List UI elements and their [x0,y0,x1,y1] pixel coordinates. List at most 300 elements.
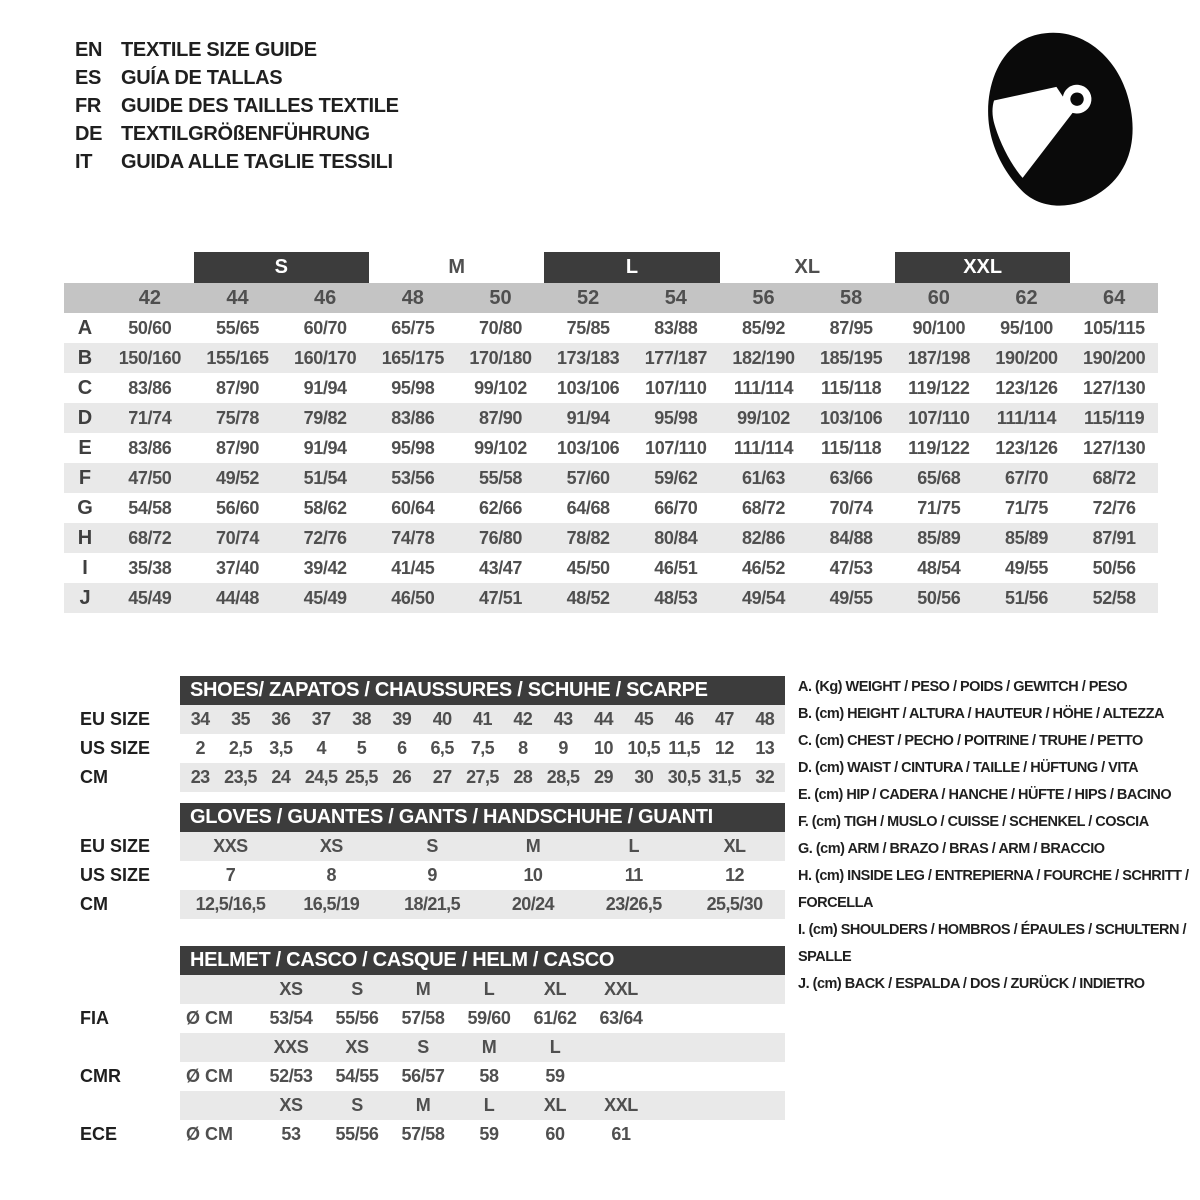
row-label [80,975,180,1004]
row-label: FIA [80,1008,109,1028]
table-row [80,1004,785,1033]
language-list [75,36,399,176]
table-cell: 107/110 [908,407,970,428]
row-label: EU SIZE [80,709,151,729]
column-header: 46 [314,286,337,309]
column-header: 60 [927,286,950,309]
table-cell: 75/85 [566,317,610,338]
table-cell: 37 [311,709,331,729]
table-cell: 71/75 [1004,497,1049,518]
table-cell: 53/56 [391,467,435,488]
row-label: US SIZE [80,865,151,885]
table-cell: 23 [190,767,210,787]
table-cell: 61/63 [741,467,786,488]
table-cell: 48/53 [654,587,698,608]
table-cell: 50/60 [128,317,172,338]
table-cell: L [628,836,639,856]
row-data [180,861,785,890]
table-cell: XL [543,979,567,999]
language-row [75,64,399,92]
table-cell: 25,5 [345,767,378,787]
table-cell: 65/68 [917,467,961,488]
row-label: E [78,436,92,459]
row-label: J [79,586,91,609]
shoes-table [80,676,785,792]
table-cell: 25,5/30 [706,894,763,914]
table-cell: 78/82 [566,527,610,548]
table-cell: 35/38 [128,557,172,578]
table-cell: 61/62 [533,1008,577,1028]
table-cell: 50/56 [917,587,961,608]
table-row [64,463,1158,493]
language-title: TEXTILE SIZE GUIDE [121,38,317,61]
table-cell: 27,5 [466,767,499,787]
row-label: CM [80,894,108,914]
row-label: H [77,526,93,549]
table-cell: 59/60 [467,1008,511,1028]
language-row [75,92,399,120]
table-cell: 66/70 [654,497,698,518]
row-label: F [78,466,92,489]
table-cell: 30 [634,767,654,787]
table-cell: 3,5 [269,738,293,758]
table-cell: 45/49 [303,587,347,608]
table-cell: 46/51 [654,557,698,578]
table-cell: L [483,979,495,999]
size-band-l: L [544,252,719,283]
table-cell: 190/200 [1083,347,1146,368]
legend-entry: G. (cm) ARM / BRAZO / BRAS / ARM / BRACCIO [798,841,1105,857]
table-cell: 5 [356,738,367,758]
table-cell: S [351,1095,363,1115]
table-cell: 58/62 [303,497,347,518]
table-cell: 46/50 [391,587,435,608]
table-cell: 11 [624,865,643,885]
language-code: DE [75,122,103,145]
table-cell: 24 [271,767,291,787]
table-cell: 60 [545,1124,565,1144]
column-header: 58 [840,286,863,309]
table-cell: 95/98 [391,437,435,458]
table-cell: 83/86 [128,377,172,398]
table-cell: XXS [213,836,248,856]
table-cell: 70/74 [215,527,260,548]
unit-label [180,975,258,1004]
table-row [80,890,785,919]
table-cell: 187/198 [907,347,970,368]
column-header: 48 [401,286,424,309]
table-cell: 173/183 [557,347,620,368]
table-cell: 53 [281,1124,301,1144]
table-cell: 52/58 [1092,587,1136,608]
table-cell: 56/57 [401,1066,445,1086]
table-cell: 46 [674,709,694,729]
language-code: IT [75,150,93,173]
table-cell: XXS [273,1037,309,1057]
language-code: FR [75,94,102,117]
table-cell: XS [279,979,303,999]
table-cell: 41 [473,709,492,729]
table-cell: 26 [392,767,412,787]
row-label: CM [80,767,108,787]
helmet-table-title: HELMET / CASCO / CASQUE / HELM / CASCO [180,946,785,975]
table-cell: 47 [715,709,734,729]
table-cell: XXL [604,1095,638,1115]
table-cell: 11,5 [668,738,700,758]
table-cell: 105/115 [1083,317,1145,338]
table-cell: 12 [725,865,744,885]
table-cell: 103/106 [557,377,620,398]
table-cell: 91/94 [303,437,347,458]
row-data [180,1062,785,1091]
table-cell: 6,5 [430,738,454,758]
row-data [180,832,785,861]
table-cell: 54/58 [128,497,172,518]
table-cell: 35 [231,709,250,729]
table-cell: 71/74 [128,407,172,428]
table-cell: 190/200 [995,347,1058,368]
table-cell: 99/102 [474,437,527,458]
column-header: 62 [1015,286,1038,309]
row-label: G [77,496,93,519]
table-cell: 24,5 [304,767,338,787]
table-cell: 57/60 [566,467,610,488]
table-cell: 72/76 [303,527,347,548]
table-cell: 95/100 [1000,317,1053,338]
row-data [180,890,785,919]
table-cell: M [415,979,431,999]
table-cell: 10 [523,865,543,885]
table-cell: L [483,1095,495,1115]
row-label [80,1033,180,1062]
table-cell: 49/52 [215,467,260,488]
table-cell: 65/75 [391,317,435,338]
table-cell: 72/76 [1092,497,1136,518]
size-band-s: S [194,252,369,283]
table-cell: 64/68 [566,497,610,518]
table-cell: 62/66 [478,497,523,518]
table-cell: 39 [392,709,412,729]
table-cell: 10 [594,738,613,758]
table-cell: XL [543,1095,567,1115]
table-cell: 63/64 [599,1008,643,1028]
table-cell: 45/50 [566,557,610,578]
table-cell: XS [345,1037,369,1057]
table-cell: 87/95 [829,317,873,338]
table-cell: 59 [545,1066,565,1086]
unit-label: Ø CM [186,1066,233,1086]
size-band-xl: XL [794,256,821,278]
table-cell: 99/102 [737,407,790,428]
row-data [180,975,785,1004]
table-row [64,403,1158,433]
table-cell: 95/98 [654,407,698,428]
table-cell: XL [723,836,746,856]
table-cell: 36 [271,709,291,729]
row-label: US SIZE [80,738,151,758]
shoes-table-title: SHOES/ ZAPATOS / CHAUSSURES / SCHUHE / SCARPE [180,676,785,705]
table-cell: 23,5 [224,767,257,787]
row-data [180,1004,785,1033]
table-cell: 55/56 [335,1008,379,1028]
row-label: C [77,376,93,399]
table-cell: XS [319,836,343,856]
table-cell: 47/51 [478,587,523,608]
table-row [64,433,1158,463]
table-cell: 7 [225,865,236,885]
table-cell: 8 [518,738,528,758]
helmet-table [80,946,785,1149]
legend-entry: H. (cm) INSIDE LEG / ENTREPIERNA / FOURCHE / SCHRITT / FORCELLA [798,868,1189,911]
table-row [64,523,1158,553]
table-cell: 115/119 [1084,407,1145,428]
table-cell: 95/98 [391,377,435,398]
table-cell: 32 [755,767,775,787]
table-cell: 55/56 [335,1124,379,1144]
row-data [180,1120,785,1149]
row-label: ECE [80,1124,118,1144]
table-cell: 68/72 [1092,467,1136,488]
table-cell: 57/58 [401,1008,445,1028]
table-cell: 4 [316,738,326,758]
table-cell: 91/94 [303,377,347,398]
table-cell: S [426,836,438,856]
table-cell: 30,5 [667,767,701,787]
table-cell: 160/170 [294,347,357,368]
table-cell: 60/70 [303,317,347,338]
table-cell: S [417,1037,429,1057]
table-cell: 84/88 [829,527,873,548]
table-cell: 54/55 [335,1066,379,1086]
unit-label [180,1033,258,1062]
row-label: CMR [80,1066,121,1086]
column-header: 42 [138,286,161,309]
table-cell: 119/122 [908,437,970,458]
table-cell: 83/86 [128,437,172,458]
table-cell: 99/102 [474,377,527,398]
table-cell: 49/55 [1004,557,1049,578]
table-cell: 123/126 [995,377,1058,398]
table-cell: 12,5/16,5 [195,894,266,914]
table-cell: 28,5 [546,767,580,787]
table-cell: 20/24 [511,894,554,914]
table-cell: 111/114 [733,377,794,398]
language-title: GUÍA DE TALLAS [121,66,283,89]
row-label: I [82,556,88,579]
table-row [64,313,1158,343]
table-cell: 29 [594,767,613,787]
full-face-helmet-icon [968,26,1148,211]
legend-entry: E. (cm) HIP / CADERA / HANCHE / HÜFTE / HIPS / BACINO [798,787,1172,803]
table-cell: 38 [352,709,371,729]
table-cell: 44/48 [215,587,260,608]
table-cell: 115/118 [821,437,882,458]
table-cell: 18/21,5 [404,894,460,914]
table-row [64,343,1158,373]
table-cell: 83/86 [391,407,435,428]
table-cell: 48/52 [566,587,610,608]
column-header: 52 [577,286,600,309]
table-cell: 12 [715,738,734,758]
language-code: ES [75,66,102,89]
table-cell: 177/187 [644,347,707,368]
table-cell: 37/40 [215,557,260,578]
gloves-table-title: GLOVES / GUANTES / GANTS / HANDSCHUHE / GUANTI [180,803,785,832]
row-label: EU SIZE [80,836,151,856]
table-cell: 61 [611,1124,631,1144]
table-cell: 8 [326,865,336,885]
table-cell: 60/64 [391,497,435,518]
table-cell: M [525,836,541,856]
measurement-legend [798,674,1198,998]
table-cell: 80/84 [654,527,698,548]
table-cell: 13 [755,738,775,758]
gloves-table-body [80,832,785,919]
table-cell: 51/56 [1004,587,1049,608]
legend-entry: A. (Kg) WEIGHT / PESO / POIDS / GEWITCH / PESO [798,679,1128,695]
table-cell: 58 [479,1066,499,1086]
column-header: 44 [226,286,249,309]
column-header: 54 [664,286,687,309]
table-cell: 119/122 [908,377,970,398]
column-header: 50 [489,286,512,309]
table-cell: 70/80 [478,317,523,338]
table-cell: 83/88 [654,317,698,338]
table-cell: 85/92 [741,317,786,338]
table-cell: 127/130 [1083,437,1146,458]
size-band-m: M [448,256,465,278]
table-cell: 71/75 [917,497,961,518]
table-cell: 2 [195,738,205,758]
table-cell: 70/74 [829,497,873,518]
table-cell: 68/72 [741,497,786,518]
table-cell: 123/126 [995,437,1058,458]
table-cell: 55/58 [478,467,523,488]
row-data [180,1033,785,1062]
table-cell: 55/65 [215,317,260,338]
column-header: 64 [1103,286,1126,309]
table-cell: 111/114 [733,437,794,458]
table-cell: 87/90 [478,407,523,428]
table-cell: L [549,1037,561,1057]
table-row [80,1091,785,1120]
table-cell: 103/106 [557,437,620,458]
table-cell: 150/160 [118,347,181,368]
row-label: B [77,346,93,369]
legend-entry: J. (cm) BACK / ESPALDA / DOS / ZURÜCK / INDIETRO [798,976,1145,992]
table-cell: S [351,979,363,999]
table-cell: 9 [427,865,437,885]
table-cell: 46/52 [741,557,786,578]
table-cell: 39/42 [303,557,347,578]
legend-entry: F. (cm) TIGH / MUSLO / CUISSE / SCHENKEL / COSCIA [798,814,1149,830]
table-cell: 44 [594,709,613,729]
table-cell: 74/78 [391,527,435,548]
row-label: A [77,316,93,339]
table-cell: 63/66 [829,467,873,488]
language-title: GUIDE DES TAILLES TEXTILE [121,94,399,117]
gloves-table [80,803,785,919]
table-cell: 43 [553,709,573,729]
table-cell: 50/56 [1092,557,1136,578]
language-row [75,148,399,176]
table-cell: M [481,1037,497,1057]
table-cell: XXL [604,979,638,999]
table-cell: 10,5 [627,738,661,758]
table-cell: 23/26,5 [605,894,662,914]
table-cell: 111/114 [996,407,1057,428]
row-data [180,1091,785,1120]
numeric-size-row [64,283,1158,313]
table-cell: 82/86 [741,527,786,548]
table-cell: 59 [479,1124,499,1144]
table-cell: 42 [513,709,533,729]
corner-cell [64,283,106,313]
shoes-table-body [80,705,785,792]
table-row [64,373,1158,403]
language-title: GUIDA ALLE TAGLIE TESSILI [121,150,393,173]
table-cell: 52/53 [269,1066,313,1086]
table-cell: 170/180 [469,347,532,368]
row-data [180,734,785,763]
table-cell: 56/60 [215,497,260,518]
table-row [80,861,785,890]
table-row [80,975,785,1004]
table-cell: 48 [755,709,775,729]
table-cell: 49/54 [741,587,786,608]
table-cell: 40 [432,709,452,729]
table-cell: 51/54 [303,467,347,488]
textile-table-body [64,313,1158,613]
table-cell: 43/47 [478,557,523,578]
table-cell: 27 [432,767,452,787]
table-cell: 45/49 [128,587,172,608]
table-cell: XS [279,1095,303,1115]
size-band-row [64,252,1158,283]
column-header: 56 [752,286,775,309]
table-cell: 87/90 [215,377,260,398]
unit-label: Ø CM [186,1124,233,1144]
table-cell: 155/165 [206,347,269,368]
row-label: D [77,406,93,429]
table-cell: 165/175 [381,347,444,368]
table-cell: 182/190 [732,347,795,368]
table-row [80,734,785,763]
row-data [180,763,785,792]
legend-entry: D. (cm) WAIST / CINTURA / TAILLE / HÜFTUNG / VITA [798,760,1139,776]
table-row [80,705,785,734]
table-row [64,583,1158,613]
table-cell: 107/110 [645,437,707,458]
table-cell: 28 [513,767,533,787]
table-cell: 53/54 [269,1008,313,1028]
table-cell: 68/72 [128,527,172,548]
table-row [80,763,785,792]
size-band-xxl: XXL [895,252,1070,283]
table-cell: 107/110 [645,377,707,398]
table-cell: 48/54 [917,557,961,578]
helmet-table-body [80,975,785,1149]
table-cell: 16,5/19 [303,894,360,914]
table-cell: 47/53 [829,557,873,578]
legend-entry: I. (cm) SHOULDERS / HOMBROS / ÉPAULES / SCHULTERN / SPALLE [798,922,1187,965]
table-cell: 34 [190,709,210,729]
table-cell: 57/58 [401,1124,445,1144]
table-cell: 76/80 [478,527,523,548]
table-cell: 185/195 [820,347,883,368]
table-cell: 41/45 [391,557,435,578]
table-cell: 127/130 [1083,377,1146,398]
